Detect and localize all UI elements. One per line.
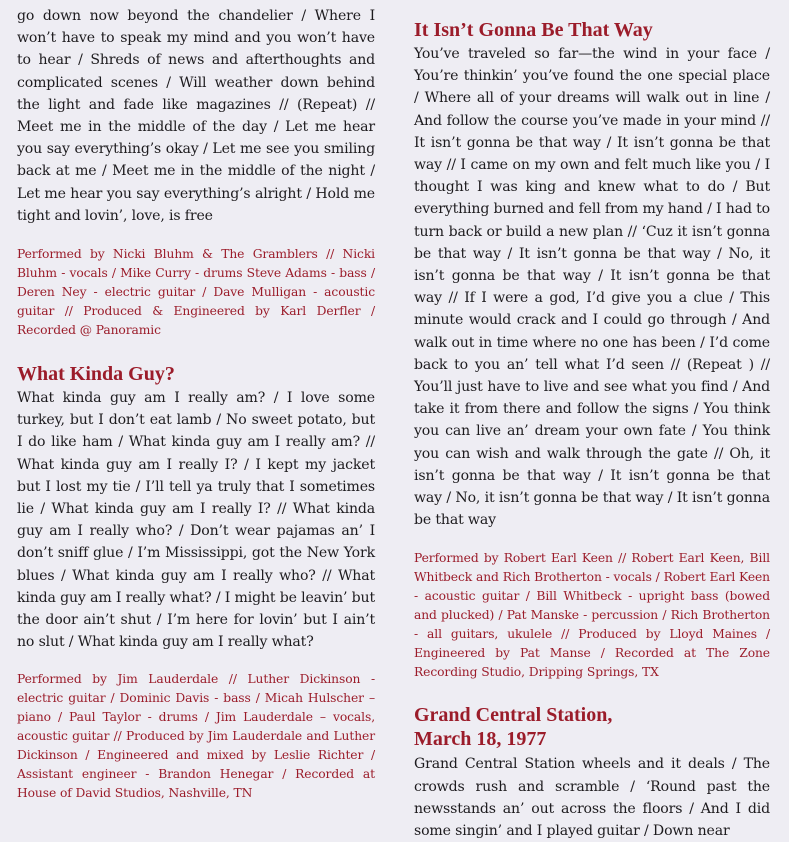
song4-lyric-head: Grand Central Station wheels and it deals / The crowds rush and scramble / ‘Round past the newsstands an’ out across the floors / And I did some singin’ and I played guitar / Down near	[414, 756, 770, 840]
song2-lyric: What kinda guy am I really am? / I love some turkey, but I don’t eat lamb / No sweet potato, but I do like ham / What kinda guy am I really am? // What kinda guy am I really I? / I kept my jacket but I lost my tie / I’ll tell ya truly that I sometimes lie / What kinda guy am I really I? // What kinda guy am I really who? / Don’t wear pajamas an’ I don’t sniff glue / I’m Mississippi, got the New York blues / What kinda guy am I really who? // What kinda guy am I really what? / I might be leavin’ but the door ain’t shut / I’m here for lovin’ but I ain’t no slut / What kinda guy am I really what?	[17, 390, 375, 651]
song3-title: It Isn’t Gonna Be That Way	[414, 19, 653, 41]
right-column	[414, 0, 770, 842]
song2-credits: Performed by Jim Lauderdale // Luther Dickinson - electric guitar / Dominic Davis - bass / Micah Hulscher – piano / Paul Taylor - drums / Jim Lauderdale – vocals, acoustic guitar // Produced by Jim Lauderdale and Luther Dickinson / Engineered and mixed by Leslie Richter / Assistant engineer - Brandon Henegar / Recorded at House of David Studios, Nashville, TN	[17, 672, 375, 801]
song3-credits: Performed by Robert Earl Keen // Robert Earl Keen, Bill Whitbeck and Rich Brotherton - vocals / Robert Earl Keen - acoustic guitar / Bill Whitbeck - upright bass (bowed and plucked) / Pat Manske - percussion / Rich Brotherton - all guitars, ukulele // Produced by Lloyd Maines / Engineered by Pat Manse / Recorded at The Zone Recording Studio, Dripping Springs, TX	[414, 551, 770, 680]
song2-title: What Kinda Guy?	[17, 363, 175, 386]
song3-lyric: You’ve traveled so far—the wind in your face / You’re thinkin’ you’ve found the one special place / Where all of your dreams will walk out in line / And follow the course you’ve made in your mind // It isn’t gonna be that way / It isn’t gonna be that way // I came on my own and felt much like you / I thought I was king and knew what to do / But everything burned and fell from my hand / I had to turn back or build a new plan // ‘Cuz it isn’t gonna be that way / It isn’t gonna be that way / No, it isn’t gonna be that way / It isn’t gonna be that way // If I were a god, I’d give you a clue / This minute would crack and I could go through / And walk out in time where no one has been / I’d come back to you an’ tell what I’d seen // (Repeat ) // You’ll just have to live and see what you find / And take it from there and follow the signs / You think you can live an’ dream your own fate / You think you can wish and walk through the gate // Oh, it isn’t gonna be that way / It isn’t gonna be that way / No, it isn’t gonna be that way / It isn’t gonna be that way	[414, 46, 771, 529]
left-column	[17, 0, 375, 803]
song1-credits: Performed by Nicki Bluhm & The Gramblers // Nicki Bluhm - vocals / Mike Curry - drums Steve Adams - bass / Deren Ney - electric guitar / Dave Mulligan - acoustic guitar // Produced & Engineered by Karl Derfler / Recorded @ Panoramic	[17, 247, 375, 338]
song4-title-line1: Grand Central Station,	[414, 704, 613, 727]
song4-title-line2: March 18, 1977	[414, 728, 547, 751]
song1-lyric-tail: go down now beyond the chandelier / Where I won’t have to speak my mind and you won’t have to hear / Shreds of news and afterthoughts and complicated scenes / Will weather down behind the light and fade like magazines // (Repeat) // Meet me in the middle of the day / Let me hear you say everything’s okay / Let me see you smiling back at me / Meet me in the middle of the night / Let me hear you say everything’s alright / Hold me tight and lovin’, love, is free	[17, 8, 375, 224]
